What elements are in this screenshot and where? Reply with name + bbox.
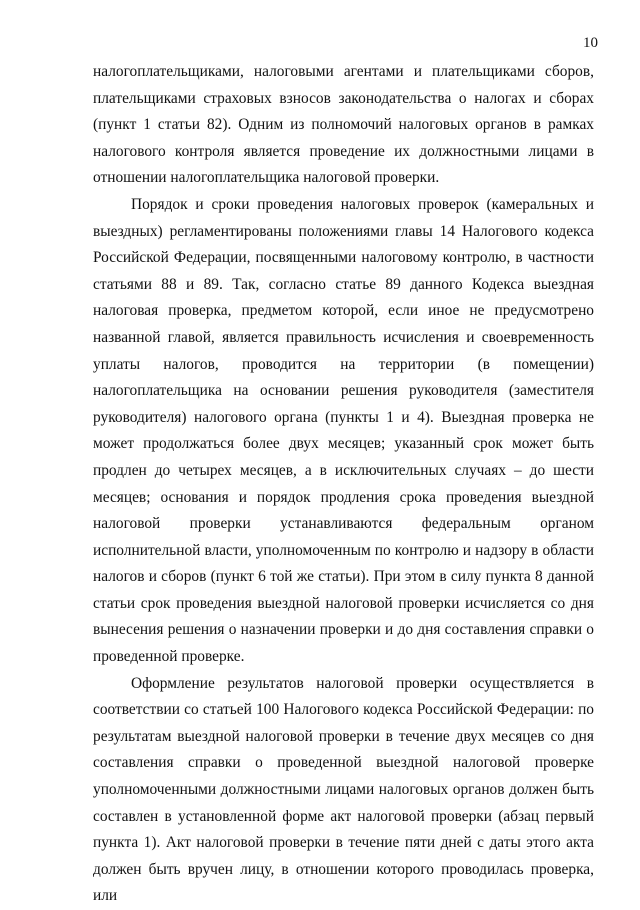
page-number: 10 — [583, 35, 598, 51]
document-body — [93, 59, 594, 910]
paragraph-3: Оформление результатов налоговой проверки осуществляется в соответствии со статьей 100 Налогового кодекса Российской Федерации: по результатам выездной налоговой проверки в течение двух месяцев со дня составления справки о проведенной выездной налоговой проверке уполномоченными должностными лицами налоговых органов должен быть составлен в установленной форме акт налоговой проверки (абзац первый пункта 1). Акт налоговой проверки в течение пяти дней с даты этого акта должен быть вручен лицу, в отношении которого проводилась проверка, или — [93, 674, 594, 905]
paragraph-1: налогоплательщиками, налоговыми агентами и плательщиками сборов, плательщиками страховых взносов законодательства о налогах и сборах (пункт 1 статьи 82). Одним из полномочий налоговых органов в рамках налогового контроля является проведение их должностными лицами в отношении налогоплательщика налоговой проверки. — [93, 63, 594, 187]
paragraph-2: Порядок и сроки проведения налоговых проверок (камеральных и выездных) регламентированы положениями главы 14 Налогового кодекса Российской Федерации, посвященными налоговому контролю, в частности статьями 88 и 89. Так, согласно статье 89 данного Кодекса выездная налоговая проверка, предметом которой, если иное не предусмотрено названной главой, является правильность исчисления и своевременность уплаты налогов, проводится на территории (в помещении) налогоплательщика на основании решения руководителя (заместителя руководителя) налогового органа (пункты 1 и 4). Выездная проверка не может продолжаться более двух месяцев; указанный срок может быть продлен до четырех месяцев, а в исключительных случаях – до шести месяцев; основания и порядок продления срока проведения выездной налоговой проверки устанавливаются федеральным органом исполнительной власти, уполномоченным по контролю и надзору в области налогов и сборов (пункт 6 той же статьи). При этом в силу пункта 8 данной статьи срок проведения выездной налоговой проверки исчисляется со дня вынесения решения о назначении проверки и до дня составления справки о проведенной проверке. — [93, 195, 594, 666]
